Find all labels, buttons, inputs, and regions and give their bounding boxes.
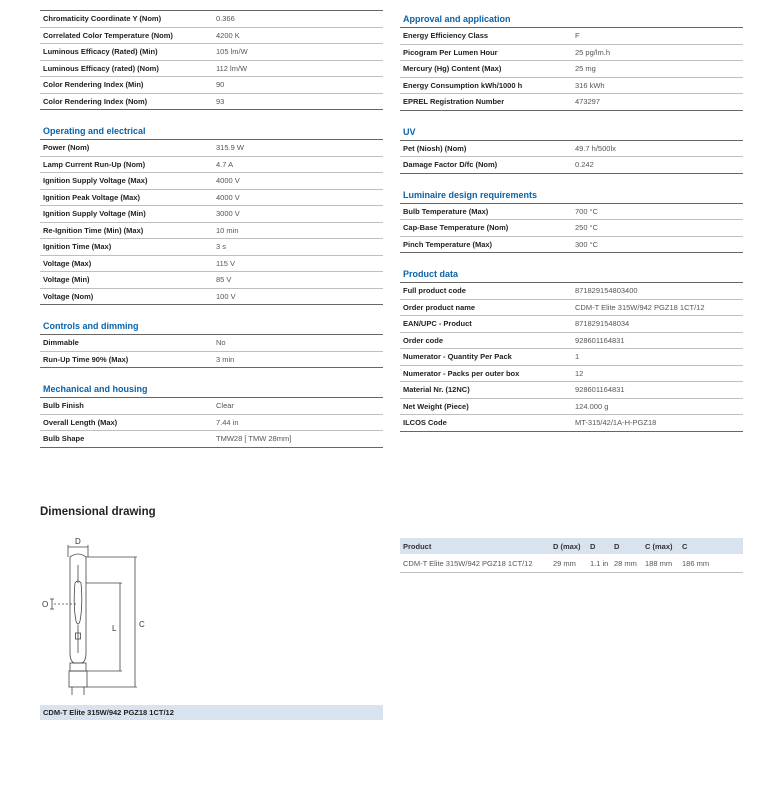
dim-cell-dmax: 29 mm [553,558,576,568]
section-title: Mechanical and housing [40,380,383,398]
spec-label: Overall Length (Max) [43,417,118,427]
spec-row [40,206,383,223]
spec-label: Voltage (Min) [43,275,90,285]
spec-label: Ignition Peak Voltage (Max) [43,192,140,202]
spec-row [400,94,743,111]
spec-row [400,204,743,221]
dim-header-product: Product [403,541,432,551]
spec-label: Run-Up Time 90% (Max) [43,354,129,364]
spec-label: Material Nr. (12NC) [403,385,470,395]
spec-row [40,94,383,111]
spec-label: Bulb Shape [43,434,85,444]
spec-label: Ignition Time (Max) [43,242,112,252]
spec-row [400,399,743,416]
spec-value: Clear [216,401,234,411]
dim-cell-cmax: 188 mm [645,558,673,568]
spec-row [400,28,743,45]
spec-label: Pinch Temperature (Max) [403,239,493,249]
spec-label: Correlated Color Temperature (Nom) [43,30,173,40]
spec-row [400,61,743,78]
spec-value: 115 V [216,258,236,268]
right-spec-column [400,10,743,444]
dim-cell-d-mm: 28 mm [614,558,637,568]
spec-value: 700 °C [575,206,599,216]
dim-header-dmax: D (max) [553,541,581,551]
spec-row [40,272,383,289]
spec-label: Ignition Supply Voltage (Max) [43,176,148,186]
dim-header-d-mm: D [614,541,620,551]
spec-row [400,333,743,350]
spec-label: Mercury (Hg) Content (Max) [403,64,502,74]
spec-label: Damage Factor D/fc (Nom) [403,160,498,170]
spec-label: Color Rendering Index (Nom) [43,96,148,106]
section-title: Approval and application [400,10,743,28]
spec-row [400,78,743,95]
spec-row [40,140,383,157]
spec-value: F [575,31,580,41]
spec-value: 0.366 [216,14,235,24]
spec-row [40,223,383,240]
spec-label: Re-Ignition Time (Min) (Max) [43,225,144,235]
spec-row [400,237,743,254]
spec-row [40,352,383,369]
spec-section-mechanical-and-housing [40,380,383,448]
spec-row [400,349,743,366]
spec-value: 3 s [216,242,227,252]
spec-label: Dimmable [43,338,79,348]
spec-value: 928601164831 [575,335,625,345]
dim-cell-product: CDM-T Elite 315W/942 PGZ18 1CT/12 [403,558,533,568]
table-row [400,554,743,573]
dim-cell-d-in: 1.1 in [590,558,609,568]
spec-value: 93 [216,96,225,106]
spec-section-controls-and-dimming [40,317,383,368]
spec-row [400,415,743,432]
spec-value: 105 lm/W [216,47,248,57]
spec-value: 10 min [216,225,239,235]
spec-label: Power (Nom) [43,143,90,153]
spec-row [40,256,383,273]
spec-section-uv [400,123,743,174]
spec-row [400,366,743,383]
spec-label: Bulb Finish [43,401,84,411]
spec-value: CDM-T Elite 315W/942 PGZ18 1CT/12 [575,302,705,312]
spec-value: 25 pg/lm.h [575,47,611,57]
spec-label: Cap-Base Temperature (Nom) [403,223,509,233]
spec-value: 3000 V [216,209,240,219]
spec-value: 250 °C [575,223,599,233]
dim-header-c: C [682,541,688,551]
section-title: UV [400,123,743,141]
spec-label: Full product code [403,286,466,296]
spec-row [40,239,383,256]
spec-label: Color Rendering Index (Min) [43,80,144,90]
svg-text:O: O [42,600,49,609]
svg-text:C: C [139,620,145,629]
spec-section-product-data [400,265,743,432]
spec-value: 315.9 W [216,143,244,153]
spec-row [40,157,383,174]
spec-value: 90 [216,80,225,90]
spec-row [40,44,383,61]
spec-section-operating-and-electrical [40,122,383,305]
spec-value: 300 °C [575,239,599,249]
svg-text:L: L [112,624,117,633]
spec-row [40,431,383,448]
spec-row [40,289,383,306]
lamp-outline-icon [40,535,160,705]
spec-value: MT-315/42/1A-H-PGZ18 [575,418,657,428]
spec-value: 124.000 g [575,401,609,411]
spec-section-luminaire-design-requirements [400,186,743,254]
spec-value: No [216,338,226,348]
spec-row [40,190,383,207]
spec-value: 49.7 h/500lx [575,143,616,153]
spec-label: Order code [403,335,444,345]
spec-row [400,45,743,62]
spec-label: Lamp Current Run-Up (Nom) [43,159,146,169]
spec-value: 7.44 in [216,417,239,427]
dimensional-drawing-title: Dimensional drawing [40,506,156,518]
dim-cell-c: 186 mm [682,558,710,568]
dimensions-table-header [400,538,743,554]
spec-value: 473297 [575,97,601,107]
spec-row [40,11,383,28]
spec-value: 112 lm/W [216,63,248,73]
section-title: Controls and dimming [40,317,383,335]
spec-label: Numerator - Packs per outer box [403,368,520,378]
spec-value: 316 kWh [575,80,605,90]
spec-row [400,300,743,317]
spec-row [400,316,743,333]
section-title: Luminaire design requirements [400,186,743,204]
spec-value: 12 [575,368,584,378]
spec-label: Numerator - Quantity Per Pack [403,352,512,362]
spec-label: Energy Efficiency Class [403,31,489,41]
spec-row [400,220,743,237]
spec-label: EAN/UPC - Product [403,319,472,329]
spec-value: 0.242 [575,160,594,170]
spec-section-general [40,10,383,110]
spec-value: 8718291548034 [575,319,630,329]
spec-label: Ignition Supply Voltage (Min) [43,209,146,219]
spec-value: 25 mg [575,64,596,74]
spec-value: 4.7 A [216,159,234,169]
spec-value: 85 V [216,275,232,285]
spec-label: Energy Consumption kWh/1000 h [403,80,523,90]
spec-label: Voltage (Max) [43,258,92,268]
spec-row [40,28,383,45]
spec-row [400,157,743,174]
spec-label: Picogram Per Lumen Hour [403,47,498,57]
spec-label: Bulb Temperature (Max) [403,206,489,216]
spec-value: 871829154803400 [575,286,638,296]
spec-section-approval-and-application [400,10,743,111]
section-title: Product data [400,265,743,283]
spec-label: ILCOS Code [403,418,447,428]
spec-value: 1 [575,352,580,362]
spec-value: TMW28 [ TMW 28mm] [216,434,292,444]
lamp-drawing [40,535,160,705]
dim-header-d-in: D [590,541,596,551]
spec-label: Luminous Efficacy (rated) (Nom) [43,63,159,73]
spec-row [400,283,743,300]
spec-label: Chromaticity Coordinate Y (Nom) [43,14,162,24]
spec-value: 4000 V [216,192,240,202]
dim-header-cmax: C (max) [645,541,673,551]
spec-label: EPREL Registration Number [403,97,505,107]
spec-row [40,77,383,94]
spec-row [400,141,743,158]
spec-label: Luminous Efficacy (Rated) (Min) [43,47,158,57]
svg-text:D: D [75,537,81,546]
drawing-caption: CDM-T Elite 315W/942 PGZ18 1CT/12 [40,705,383,720]
spec-value: 4200 K [216,30,240,40]
left-spec-column [40,10,383,460]
spec-row [40,415,383,432]
spec-label: Pet (Niosh) (Nom) [403,143,467,153]
spec-value: 928601164831 [575,385,625,395]
spec-label: Voltage (Nom) [43,291,94,301]
spec-label: Net Weight (Piece) [403,401,469,411]
spec-value: 3 min [216,354,235,364]
spec-value: 4000 V [216,176,240,186]
spec-row [40,398,383,415]
spec-label: Order product name [403,302,476,312]
section-title: Operating and electrical [40,122,383,140]
spec-row [400,382,743,399]
spec-row [40,335,383,352]
dimensions-table [400,538,743,573]
spec-value: 100 V [216,291,236,301]
spec-row [40,173,383,190]
spec-row [40,61,383,78]
